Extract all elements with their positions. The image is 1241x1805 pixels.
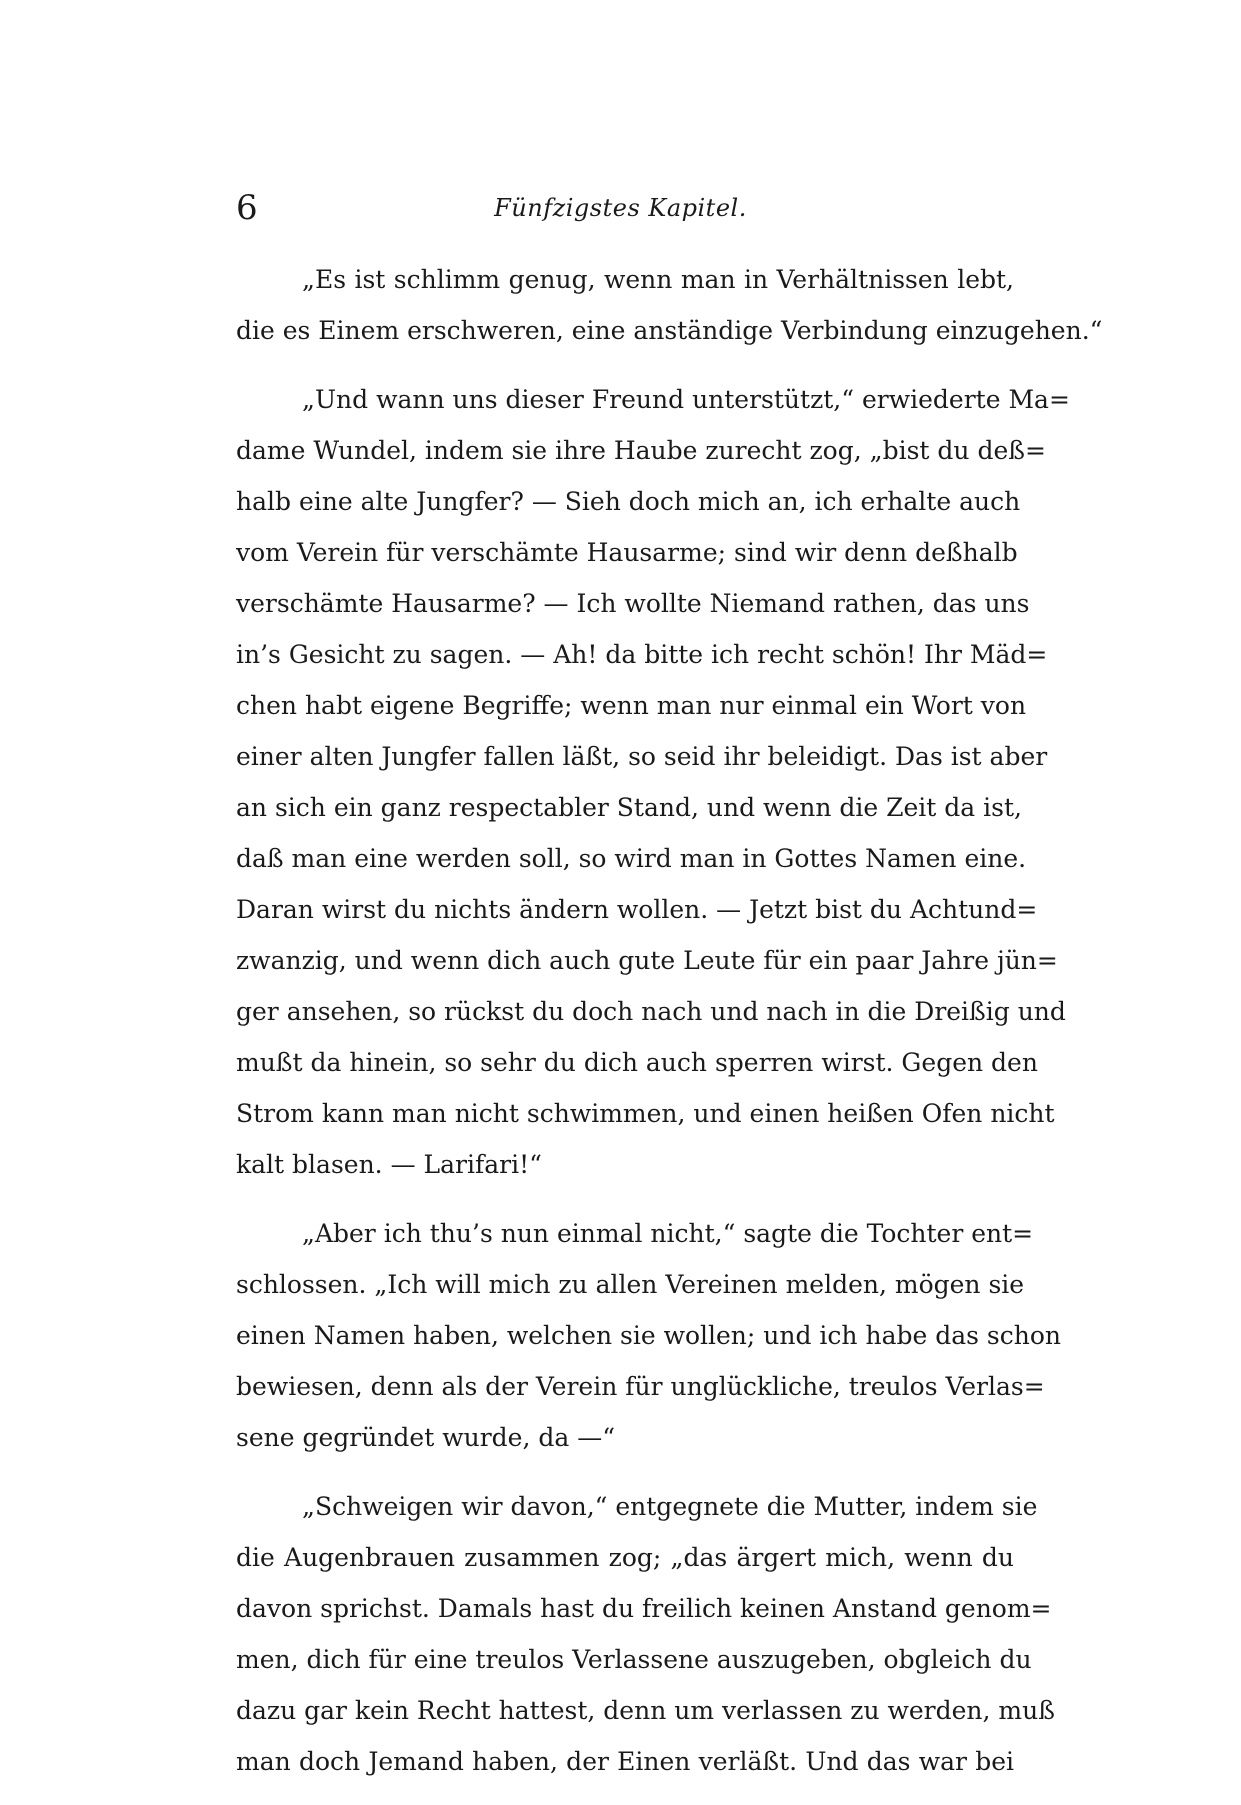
text-line: bewiesen, denn als der Verein für unglückliche, treulos Verlas= bbox=[236, 1372, 1045, 1401]
text-line: man doch Jemand haben, der Einen verläßt. Und das war bei bbox=[236, 1747, 1014, 1776]
paragraph-1 bbox=[236, 254, 1103, 356]
text-line: „Aber ich thu’s nun einmal nicht,“ sagte die Tochter ent= bbox=[302, 1219, 1034, 1248]
text-line: sene gegründet wurde, da —“ bbox=[236, 1423, 615, 1452]
text-line: einen Namen haben, welchen sie wollen; und ich habe das schon bbox=[236, 1321, 1061, 1350]
text-line: zwanzig, und wenn dich auch gute Leute für ein paar Jahre jün= bbox=[236, 946, 1058, 975]
text-line: mußt da hinein, so sehr du dich auch sperren wirst. Gegen den bbox=[236, 1048, 1038, 1077]
text-line: daß man eine werden soll, so wird man in Gottes Namen eine. bbox=[236, 844, 1027, 873]
text-line: men, dich für eine treulos Verlassene auszugeben, obgleich du bbox=[236, 1645, 1032, 1674]
text-line: die es Einem erschweren, eine anständige Verbindung einzugehen.“ bbox=[236, 316, 1103, 345]
text-line: „Schweigen wir davon,“ entgegnete die Mutter, indem sie bbox=[302, 1492, 1038, 1521]
running-title: Fünfzigstes Kapitel. bbox=[494, 194, 747, 222]
paragraph-2 bbox=[236, 374, 1070, 1190]
text-line: an sich ein ganz respectabler Stand, und wenn die Zeit da ist, bbox=[236, 793, 1022, 822]
text-line: davon sprichst. Damals hast du freilich keinen Anstand genom= bbox=[236, 1594, 1052, 1623]
text-line: dame Wundel, indem sie ihre Haube zurecht zog, „bist du deß= bbox=[236, 436, 1046, 465]
paragraph-3 bbox=[236, 1208, 1061, 1463]
body-text bbox=[236, 254, 1103, 1805]
paragraph-4 bbox=[236, 1481, 1055, 1787]
text-line: „Und wann uns dieser Freund unterstützt,“ erwiederte Ma= bbox=[302, 385, 1070, 414]
page-number: 6 bbox=[236, 188, 258, 228]
text-line: verschämte Hausarme? — Ich wollte Niemand rathen, das uns bbox=[236, 589, 1030, 618]
text-line: in’s Gesicht zu sagen. — Ah! da bitte ich recht schön! Ihr Mäd= bbox=[236, 640, 1048, 669]
text-line: einer alten Jungfer fallen läßt, so seid ihr beleidigt. Das ist aber bbox=[236, 742, 1048, 771]
text-line: Strom kann man nicht schwimmen, und einen heißen Ofen nicht bbox=[236, 1099, 1055, 1128]
text-line: schlossen. „Ich will mich zu allen Vereinen melden, mögen sie bbox=[236, 1270, 1025, 1299]
text-line: ger ansehen, so rückst du doch nach und nach in die Dreißig und bbox=[236, 997, 1066, 1026]
text-line: die Augenbrauen zusammen zog; „das ärgert mich, wenn du bbox=[236, 1543, 1014, 1572]
text-line: vom Verein für verschämte Hausarme; sind wir denn deßhalb bbox=[236, 538, 1018, 567]
text-line: kalt blasen. — Larifari!“ bbox=[236, 1150, 542, 1179]
text-line: dazu gar kein Recht hattest, denn um verlassen zu werden, muß bbox=[236, 1696, 1055, 1725]
text-line: Daran wirst du nichts ändern wollen. — Jetzt bist du Achtund= bbox=[236, 895, 1038, 924]
text-line: chen habt eigene Begriffe; wenn man nur einmal ein Wort von bbox=[236, 691, 1027, 720]
text-line: „Es ist schlimm genug, wenn man in Verhältnissen lebt, bbox=[302, 265, 1014, 294]
text-line: halb eine alte Jungfer? — Sieh doch mich an, ich erhalte auch bbox=[236, 487, 1021, 516]
